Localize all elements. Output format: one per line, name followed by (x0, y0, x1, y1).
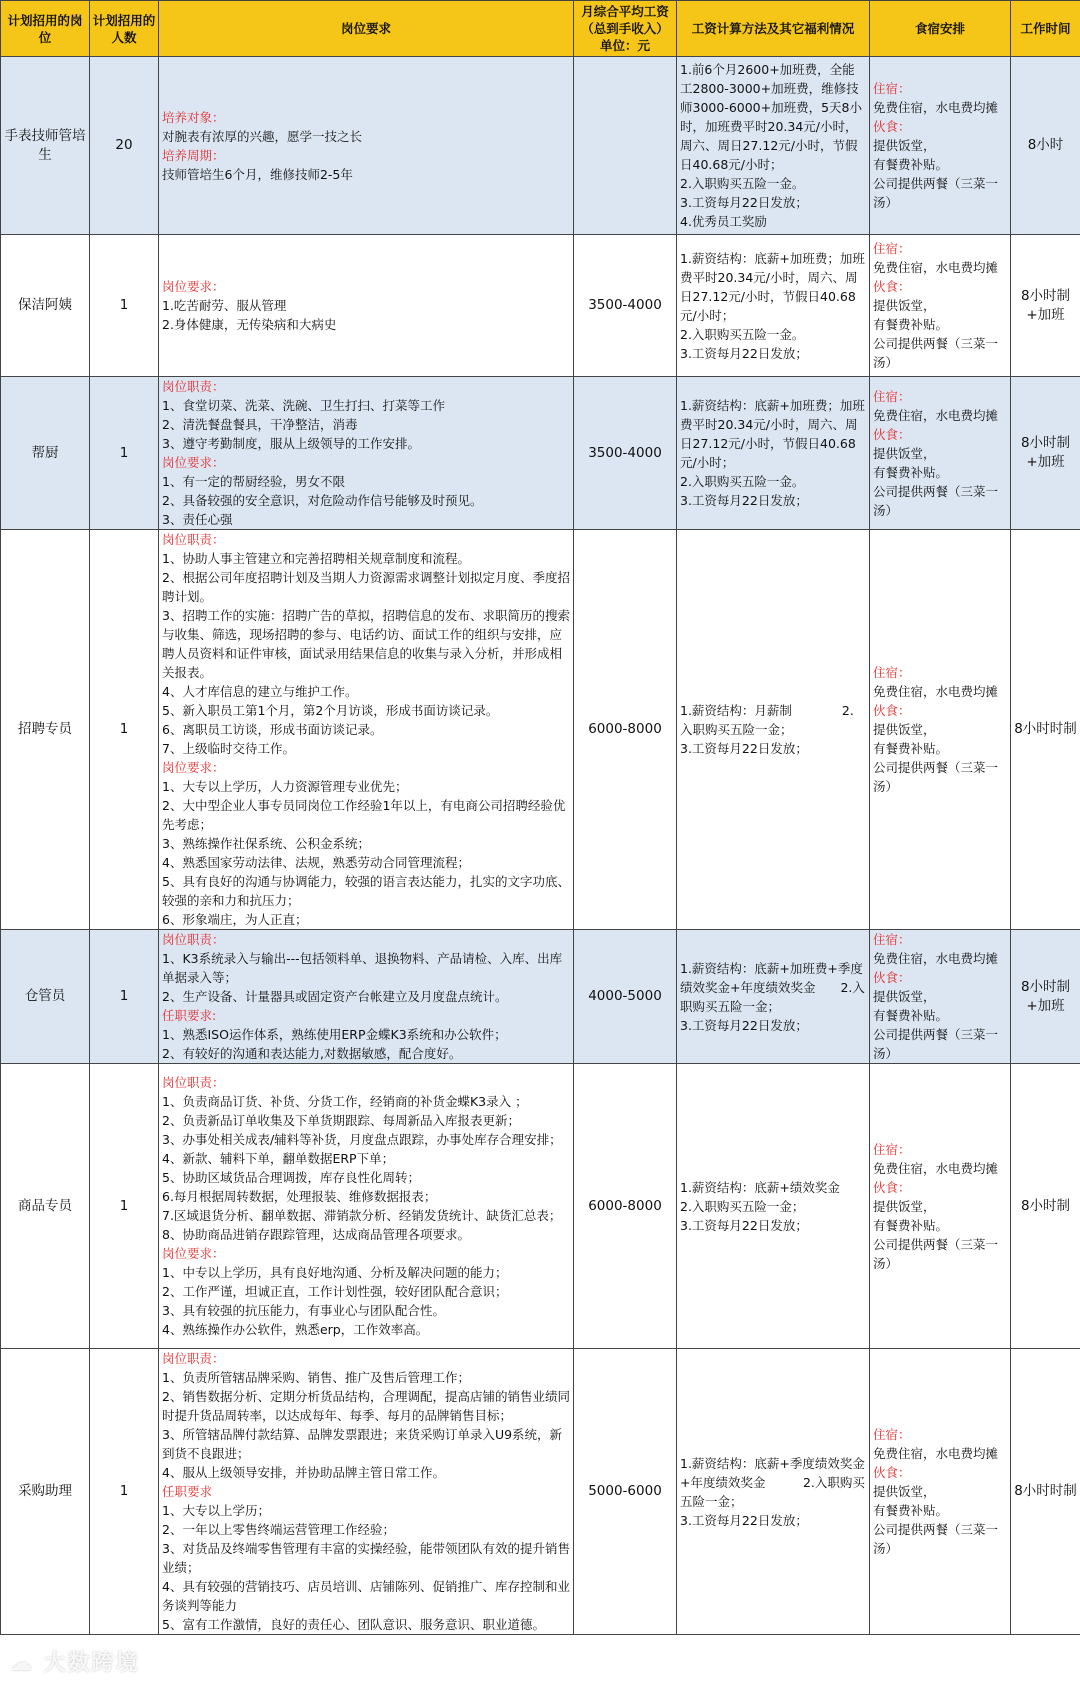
salary-cell: 4000-5000 (574, 930, 677, 1064)
salary-method-cell (677, 57, 870, 235)
requirement-line: 6.每月根据周转数据，处理报装、维修数据报表； (162, 1189, 437, 1204)
position-cell: 手表技师管培生 (1, 57, 90, 235)
position-cell: 保洁阿姨 (1, 235, 90, 377)
lodging-label: 住宿： (873, 665, 911, 680)
board-cell (870, 1349, 1011, 1635)
requirement-line: 5、富有工作激情，良好的责任心、团队意识、服务意识、职业道德。 (162, 1617, 545, 1632)
requirement-heading: 岗位职责： (162, 1075, 225, 1090)
lodging-text: 免费住宿，水电费均摊 (873, 1160, 999, 1176)
hours-cell: 8小时制 (1011, 1064, 1080, 1349)
salary-cell: 3500-4000 (574, 377, 677, 530)
requirement-line: 对腕表有浓厚的兴趣，愿学一技之长 (162, 128, 363, 144)
hours-cell: 8小时时制 (1011, 530, 1080, 930)
header-row (1, 1, 1080, 57)
requirement-heading: 任职要求: (162, 1008, 217, 1023)
position-cell: 仓管员 (1, 930, 90, 1064)
meal-label: 伙食： (873, 119, 911, 134)
lodging-text: 免费住宿，水电费均摊 (873, 1446, 999, 1461)
requirement-heading: 培养周期： (162, 147, 225, 163)
method-line: 2.入职购买五险一金； (680, 1198, 805, 1214)
method-line: 4.优秀员工奖励 (680, 214, 767, 229)
table-row (1, 235, 1080, 377)
count-cell: 20 (90, 57, 159, 235)
position-cell: 商品专员 (1, 1064, 90, 1349)
lodging-label: 住宿： (873, 81, 911, 96)
requirement-line: 2、有较好的沟通和表达能力,对数据敏感，配合度好。 (162, 1046, 462, 1061)
requirement-line: 4、新款、辅料下单，翻单数据ERP下单； (162, 1151, 395, 1166)
watermark-text: 大数跨境 (43, 1651, 140, 1676)
salary-cell: 3500-4000 (574, 235, 677, 377)
lodging-text: 免费住宿，水电费均摊 (873, 951, 999, 966)
requirement-line: 1、大专以上学历，人力资源管理专业优先； (162, 779, 408, 794)
requirement-line: 3、办事处相关成表/辅料等补货，月度盘点跟踪，办事处库存合理安排； (162, 1132, 562, 1147)
requirement-line: 2、销售数据分析、定期分析货品结构，合理调配，提高店铺的销售业绩同时提升货品周转率，以达成每年、每季、每月的品牌销售目标； (162, 1389, 570, 1423)
meal-line: 公司提供两餐（三菜一汤） (873, 1522, 999, 1556)
count-cell: 1 (90, 930, 159, 1064)
hours-cell: 8小时制+加班 (1011, 930, 1080, 1064)
lodging-label: 住宿： (873, 932, 911, 947)
requirement-line: 1、大专以上学历； (162, 1503, 270, 1518)
count-cell: 1 (90, 1064, 159, 1349)
requirement-line: 5、协助区域货品合理调拨，库存良性化周转； (162, 1170, 420, 1185)
header-requirements: 岗位要求 (159, 1, 574, 57)
requirement-line: 8、协助商品进销存跟踪管理，达成商品管理各项要求。 (162, 1227, 470, 1242)
requirement-heading: 岗位要求： (162, 760, 225, 775)
table-row (1, 1064, 1080, 1349)
method-line: 3.工资每月22日发放； (680, 493, 808, 508)
meal-line: 公司提供两餐（三菜一汤） (873, 176, 999, 210)
meal-line: 有餐费补贴。 (873, 1217, 949, 1233)
requirement-line: 4、熟练操作办公软件，熟悉erp，工作效率高。 (162, 1322, 429, 1337)
meal-line: 提供饭堂， (873, 722, 936, 737)
table-row (1, 377, 1080, 530)
requirement-line: 6、离职员工访谈，形成书面访谈记录。 (162, 722, 383, 737)
meal-line: 有餐费补贴。 (873, 1008, 949, 1023)
lodging-label: 住宿： (873, 388, 911, 404)
board-cell (870, 530, 1011, 930)
requirement-line: 7、上级临时交待工作。 (162, 741, 295, 756)
lodging-text: 免费住宿，水电费均摊 (873, 100, 999, 115)
meal-label: 伙食： (873, 1465, 911, 1480)
meal-line: 提供饭堂， (873, 298, 936, 313)
position-cell: 采购助理 (1, 1349, 90, 1635)
salary-method-cell (677, 930, 870, 1064)
board-cell (870, 377, 1011, 530)
meal-line: 提供饭堂， (873, 1198, 936, 1214)
requirement-line: 1、协助人事主管建立和完善招聘相关规章制度和流程。 (162, 551, 470, 566)
header-hours: 工作时间 (1011, 1, 1080, 57)
requirement-line: 2、具备较强的安全意识，对危险动作信号能够及时预见。 (162, 493, 483, 508)
requirements-cell (159, 1349, 574, 1635)
requirement-line: 7.区域退货分析、翻单数据、滞销款分析、经销发货统计、缺货汇总表； (162, 1208, 562, 1223)
requirement-line: 1、食堂切菜、洗菜、洗碗、卫生打扫、打菜等工作 (162, 398, 445, 413)
requirements-cell (159, 1064, 574, 1349)
meal-line: 有餐费补贴。 (873, 741, 949, 756)
method-line: 3.工资每月22日发放； (680, 195, 808, 210)
board-cell (870, 930, 1011, 1064)
requirement-line: 4、具有较强的营销技巧、店员培训、店铺陈列、促销推广、库存控制和业务谈判等能力 (162, 1579, 570, 1613)
salary-method-cell (677, 235, 870, 377)
board-cell (870, 57, 1011, 235)
requirement-line: 技师管培生6个月，维修技师2-5年 (162, 166, 353, 182)
requirement-line: 4、服从上级领导安排，并协助品牌主管日常工作。 (162, 1465, 445, 1480)
salary-method-cell (677, 377, 870, 530)
method-line: 1.薪资结构：底薪+绩效奖金 (680, 1179, 840, 1195)
method-line: 3.工资每月22日发放； (680, 1017, 808, 1033)
requirement-line: 1、有一定的帮厨经验，男女不限 (162, 474, 345, 489)
salary-method-cell (677, 530, 870, 930)
requirement-line: 3、具有较强的抗压能力，有事业心与团队配合性。 (162, 1303, 445, 1318)
lodging-text: 免费住宿，水电费均摊 (873, 407, 999, 423)
requirement-line: 2、根据公司年度招聘计划及当期人力资源需求调整计划拟定月度、季度招聘计划。 (162, 570, 570, 604)
requirement-line: 2、生产设备、计量器具或固定资产台帐建立及月度盘点统计。 (162, 989, 508, 1004)
salary-method-cell (677, 1064, 870, 1349)
method-line: 3.工资每月22日发放； (680, 1512, 808, 1528)
salary-method-cell (677, 1349, 870, 1635)
requirements-cell (159, 235, 574, 377)
meal-line: 提供饭堂， (873, 445, 936, 461)
meal-line: 提供饭堂， (873, 138, 936, 153)
lodging-label: 住宿： (873, 241, 911, 256)
lodging-text: 免费住宿，水电费均摊 (873, 260, 999, 275)
requirement-line: 5、新入职员工第1个月，第2个月访谈，形成书面访谈记录。 (162, 703, 499, 718)
requirement-line: 1、负责所管辖品牌采购、销售、推广及售后管理工作； (162, 1370, 470, 1385)
requirement-line: 2、负责新品订单收集及下单货期跟踪、每周新品入库报表更新； (162, 1113, 520, 1128)
requirements-cell (159, 377, 574, 530)
hours-cell: 8小时制+加班 (1011, 377, 1080, 530)
requirement-line: 1、熟悉ISO运作体系，熟练使用ERP金蝶K3系统和办公软件； (162, 1027, 507, 1042)
count-cell: 1 (90, 235, 159, 377)
method-line: 2.入职购买五险一金。 (680, 474, 805, 489)
count-cell: 1 (90, 377, 159, 530)
header-salary: 月综合平均工资（总到手收入）单位：元 (574, 1, 677, 57)
requirement-line: 1.吃苦耐劳、服从管理 (162, 298, 287, 313)
salary-cell (574, 57, 677, 235)
requirement-heading: 培养对象： (162, 109, 225, 125)
meal-line: 公司提供两餐（三菜一汤） (873, 1027, 999, 1061)
requirements-cell (159, 930, 574, 1064)
lodging-label: 住宿： (873, 1141, 911, 1157)
requirement-line: 2、工作严谨，坦诚正直，工作计划性强，较好团队配合意识； (162, 1284, 508, 1299)
method-line: 2.入职购买五险一金。 (680, 176, 805, 191)
method-line: 3.工资每月22日发放； (680, 741, 808, 756)
meal-line: 公司提供两餐（三菜一汤） (873, 483, 999, 518)
method-line: 1.薪资结构：月薪制 2.入职购买五险一金； (680, 703, 854, 737)
method-line: 1.薪资结构：底薪+加班费；加班费平时20.34元/小时，周六、周日27.12元/小时，节假日40.68元/小时； (680, 250, 865, 323)
meal-line: 公司提供两餐（三菜一汤） (873, 1236, 999, 1271)
count-cell: 1 (90, 1349, 159, 1635)
meal-label: 伙食： (873, 970, 911, 985)
requirement-line: 3、责任心强 (162, 512, 233, 527)
meal-label: 伙食： (873, 1179, 911, 1195)
requirement-line: 4、熟悉国家劳动法律、法规，熟悉劳动合同管理流程； (162, 855, 470, 870)
meal-label: 伙食： (873, 426, 911, 442)
requirement-line: 1、负责商品订货、补货、分货工作，经销商的补货金蝶K3录入 ； (162, 1094, 528, 1109)
board-cell (870, 235, 1011, 377)
method-line: 1.前6个月2600+加班费，全能工2800-3000+加班费，维修技师3000-6000+加班费，5天8小时，加班费平时20.34元/小时，周六、周日27.12元/小时，节假日40.68元/小时； (680, 62, 863, 172)
requirement-line: 3、招聘工作的实施：招聘广告的草拟，招聘信息的发布、求职简历的搜索与收集、筛选，现场招聘的参与、电话约访、面试工作的组织与安排，应聘人员资料和证件审核，面试录用结果信息的收集与录入分析，并形成相关报表。 (162, 608, 570, 680)
method-line: 1.薪资结构：底薪+季度绩效奖金+年度绩效奖金 2.入职购买五险一金； (680, 1455, 865, 1509)
table-row (1, 530, 1080, 930)
requirement-line: 5、具有良好的沟通与协调能力，较强的语言表达能力，扎实的文字功底、较强的亲和力和抗压力； (162, 874, 570, 908)
salary-cell: 5000-6000 (574, 1349, 677, 1635)
position-cell: 招聘专员 (1, 530, 90, 930)
lodging-text: 免费住宿，水电费均摊 (873, 684, 999, 699)
requirement-heading: 岗位职责： (162, 379, 225, 394)
requirement-heading: 岗位要求： (162, 455, 225, 470)
method-line: 2.入职购买五险一金。 (680, 326, 805, 342)
requirement-line: 2、大中型企业人事专员同岗位工作经验1年以上，有电商公司招聘经验优先考虑； (162, 798, 566, 832)
meal-line: 有餐费补贴。 (873, 1503, 949, 1518)
meal-label: 伙食： (873, 279, 911, 294)
meal-line: 公司提供两餐（三菜一汤） (873, 336, 999, 370)
requirement-heading: 岗位要求： (162, 1246, 225, 1261)
requirement-heading: 岗位职责： (162, 1351, 225, 1366)
table-row (1, 1349, 1080, 1635)
method-line: 3.工资每月22日发放； (680, 345, 808, 361)
meal-line: 有餐费补贴。 (873, 317, 949, 332)
logo-icon: ☁ (10, 1651, 34, 1676)
position-cell: 帮厨 (1, 377, 90, 530)
lodging-label: 住宿： (873, 1427, 911, 1442)
requirement-line: 3、所管辖品牌付款结算、品牌发票跟进；来货采购订单录入U9系统，新到货不良跟进； (162, 1427, 563, 1461)
method-line: 1.薪资结构：底薪+加班费+季度绩效奖金+年度绩效奖金 2.入职购买五险一金； (680, 960, 865, 1014)
method-line: 1.薪资结构：底薪+加班费；加班费平时20.34元/小时，周六、周日27.12元/小时，节假日40.68元/小时； (680, 398, 865, 470)
requirement-line: 4、人才库信息的建立与维护工作。 (162, 684, 358, 699)
hours-cell: 8小时制+加班 (1011, 235, 1080, 377)
requirement-line: 2、清洗餐盘餐具，干净整洁，消毒 (162, 417, 358, 432)
requirements-cell (159, 530, 574, 930)
salary-cell: 6000-8000 (574, 530, 677, 930)
header-count: 计划招用的人数 (90, 1, 159, 57)
hours-cell: 8小时时制 (1011, 1349, 1080, 1635)
meal-line: 公司提供两餐（三菜一汤） (873, 760, 999, 794)
watermark-logo (10, 1646, 140, 1677)
requirement-heading: 岗位要求： (162, 279, 225, 294)
requirement-line: 3、遵守考勤制度，服从上级领导的工作安排。 (162, 436, 420, 451)
requirement-line: 6、形象端庄，为人正直； (162, 912, 308, 927)
requirement-line: 2.身体健康，无传染病和大病史 (162, 317, 337, 332)
header-salary-method: 工资计算方法及其它福利情况 (677, 1, 870, 57)
requirement-line: 1、K3系统录入与输出---包括领料单、退换物料、产品请检、入库、出库单据录入等； (162, 951, 563, 985)
board-cell (870, 1064, 1011, 1349)
header-board: 食宿安排 (870, 1, 1011, 57)
table-row (1, 930, 1080, 1064)
requirement-heading: 岗位职责： (162, 932, 225, 947)
requirement-line: 3、对货品及终端零售管理有丰富的实操经验，能带领团队有效的提升销售业绩； (162, 1541, 570, 1575)
requirement-line: 2、一年以上零售终端运营管理工作经验； (162, 1522, 395, 1537)
requirement-line: 3、熟练操作社保系统、公积金系统； (162, 836, 370, 851)
hours-cell: 8小时 (1011, 57, 1080, 235)
requirements-cell (159, 57, 574, 235)
meal-line: 有餐费补贴。 (873, 464, 949, 480)
meal-line: 提供饭堂， (873, 989, 936, 1004)
header-position: 计划招用的岗位 (1, 1, 90, 57)
requirement-heading: 任职要求 (162, 1484, 213, 1499)
table-row (1, 57, 1080, 235)
meal-label: 伙食： (873, 703, 911, 718)
meal-line: 提供饭堂， (873, 1484, 936, 1499)
count-cell: 1 (90, 530, 159, 930)
requirement-line: 1、中专以上学历，具有良好地沟通、分析及解决问题的能力； (162, 1265, 508, 1280)
requirement-heading: 岗位职责： (162, 532, 225, 547)
meal-line: 有餐费补贴。 (873, 157, 949, 172)
salary-cell: 6000-8000 (574, 1064, 677, 1349)
method-line: 3.工资每月22日发放； (680, 1217, 808, 1233)
